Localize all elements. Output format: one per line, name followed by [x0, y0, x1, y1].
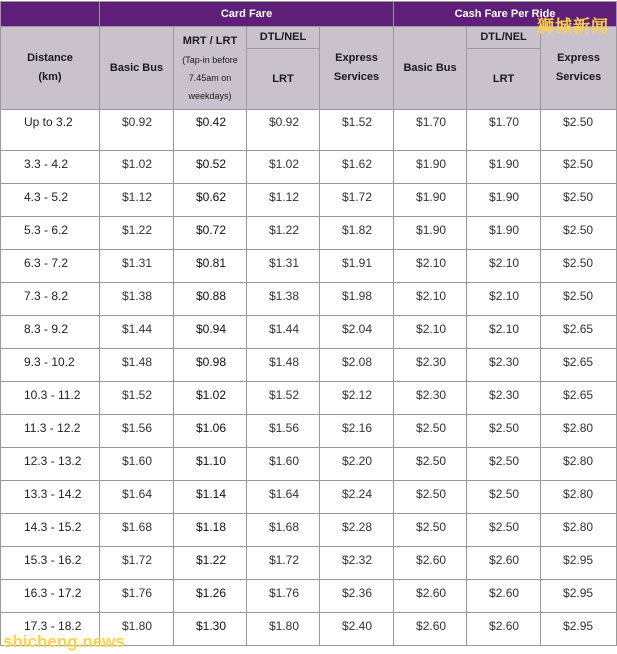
- card-basic-bus-cell: $1.64: [100, 481, 174, 514]
- card-express-cell: $2.28: [320, 514, 394, 547]
- cash-dtl-nel-lrt-cell: $2.10: [467, 316, 541, 349]
- cash-basic-bus-cell: $2.50: [394, 481, 467, 514]
- cash-basic-bus-cell: $2.60: [394, 547, 467, 580]
- card-mrt-lrt-cell: $1.02: [174, 382, 247, 415]
- table-row: [1, 580, 617, 613]
- card-express-cell: $2.08: [320, 349, 394, 382]
- card-mrt-lrt-cell: $1.22: [174, 547, 247, 580]
- distance-cell: 6.3 - 7.2: [1, 250, 100, 283]
- card-mrt-lrt-cell: $0.62: [174, 184, 247, 217]
- table-row: [1, 250, 617, 283]
- cash-dtl-nel-lrt-cell: $1.90: [467, 217, 541, 250]
- card-mrt-lrt-cell: $1.10: [174, 448, 247, 481]
- table-row: [1, 547, 617, 580]
- distance-cell: 12.3 - 13.2: [1, 448, 100, 481]
- card-dtl-nel-lrt-cell: $1.02: [247, 151, 320, 184]
- card-basic-bus-cell: $1.38: [100, 283, 174, 316]
- table-row: [1, 349, 617, 382]
- cash-dtl-nel-lrt-cell: $2.60: [467, 580, 541, 613]
- fare-table: [0, 1, 617, 646]
- card-basic-bus-cell: $1.80: [100, 613, 174, 646]
- card-mrt-lrt-cell: $1.14: [174, 481, 247, 514]
- card-mrt-lrt-cell: $1.26: [174, 580, 247, 613]
- distance-header-line2: (km): [38, 71, 62, 83]
- cash-express-cell: $2.65: [541, 316, 617, 349]
- table-row: [1, 448, 617, 481]
- card-dtl-nel-lrt-cell: $1.48: [247, 349, 320, 382]
- card-express-cell: $2.20: [320, 448, 394, 481]
- card-express-cell: $1.62: [320, 151, 394, 184]
- card-dtl-nel-lrt-cell: $1.56: [247, 415, 320, 448]
- cash-express-cell: $2.95: [541, 613, 617, 646]
- dtl-nel-header: DTL/NEL: [247, 27, 320, 49]
- card-express-cell: $2.16: [320, 415, 394, 448]
- distance-header-line1: Distance: [27, 52, 73, 64]
- watermark-top: 狮城新闻: [537, 17, 609, 36]
- card-basic-bus-cell: $1.52: [100, 382, 174, 415]
- card-express-cell: $1.98: [320, 283, 394, 316]
- distance-cell: 8.3 - 9.2: [1, 316, 100, 349]
- card-dtl-nel-lrt-cell: $1.72: [247, 547, 320, 580]
- cash-basic-bus-cell: $2.30: [394, 349, 467, 382]
- card-dtl-nel-lrt-cell: $1.60: [247, 448, 320, 481]
- card-mrt-lrt-cell: $0.42: [174, 110, 247, 151]
- cash-dtl-nel-lrt-cell: $2.60: [467, 613, 541, 646]
- card-express-cell: $1.91: [320, 250, 394, 283]
- cash-dtl-nel-lrt-cell: $2.50: [467, 415, 541, 448]
- cash-express-cell: $2.50: [541, 283, 617, 316]
- express-header: [320, 27, 394, 110]
- header-blank: [1, 2, 100, 27]
- cash-basic-bus-cell: $1.90: [394, 217, 467, 250]
- card-express-cell: $1.82: [320, 217, 394, 250]
- cash-basic-bus-cell: $2.60: [394, 613, 467, 646]
- card-basic-bus-cell: $1.22: [100, 217, 174, 250]
- distance-cell: 9.3 - 10.2: [1, 349, 100, 382]
- card-mrt-lrt-cell: $0.52: [174, 151, 247, 184]
- cash-basic-bus-cell: $2.10: [394, 283, 467, 316]
- card-mrt-lrt-cell: $0.81: [174, 250, 247, 283]
- mrt-note-line1: (Tap-in before: [182, 54, 238, 65]
- card-express-cell: $2.40: [320, 613, 394, 646]
- card-express-cell: $2.24: [320, 481, 394, 514]
- distance-cell: 5.3 - 6.2: [1, 217, 100, 250]
- card-basic-bus-cell: $1.31: [100, 250, 174, 283]
- table-row: [1, 514, 617, 547]
- distance-cell: 4.3 - 5.2: [1, 184, 100, 217]
- watermark-bottom: shicheng.news: [3, 632, 125, 651]
- card-express-cell: $2.12: [320, 382, 394, 415]
- table-row: [1, 283, 617, 316]
- table-row: [1, 110, 617, 151]
- cash-basic-bus-cell: $2.50: [394, 415, 467, 448]
- card-basic-bus-cell: $0.92: [100, 110, 174, 151]
- cash-dtl-nel-lrt-cell: $2.10: [467, 283, 541, 316]
- cash-express-header: [541, 27, 617, 110]
- cash-basic-bus-cell: $2.50: [394, 448, 467, 481]
- card-basic-bus-cell: $1.02: [100, 151, 174, 184]
- table-row: [1, 382, 617, 415]
- distance-cell: 16.3 - 17.2: [1, 580, 100, 613]
- cash-fare-header: Cash Fare Per Ride: [394, 2, 617, 27]
- cash-express-cell: $2.65: [541, 349, 617, 382]
- card-basic-bus-cell: $1.12: [100, 184, 174, 217]
- card-basic-bus-cell: $1.68: [100, 514, 174, 547]
- cash-basic-bus-cell: $1.90: [394, 184, 467, 217]
- cash-dtl-nel-lrt-cell: $2.30: [467, 349, 541, 382]
- cash-express-header-line2: Services: [555, 71, 602, 83]
- card-express-cell: $2.36: [320, 580, 394, 613]
- card-dtl-nel-lrt-cell: $1.68: [247, 514, 320, 547]
- cash-express-cell: $2.50: [541, 217, 617, 250]
- cash-express-cell: $2.80: [541, 415, 617, 448]
- distance-cell: 10.3 - 11.2: [1, 382, 100, 415]
- card-dtl-nel-lrt-cell: $1.52: [247, 382, 320, 415]
- cash-express-cell: $2.65: [541, 382, 617, 415]
- table-row: [1, 316, 617, 349]
- cash-basic-bus-header: Basic Bus: [394, 27, 467, 110]
- card-basic-bus-cell: $1.48: [100, 349, 174, 382]
- card-mrt-lrt-cell: $1.30: [174, 613, 247, 646]
- lrt-header: LRT: [247, 49, 320, 110]
- cash-express-cell: $2.80: [541, 514, 617, 547]
- table-row: [1, 217, 617, 250]
- cash-express-cell: $2.95: [541, 547, 617, 580]
- cash-basic-bus-cell: $2.30: [394, 382, 467, 415]
- cash-dtl-nel-lrt-cell: $1.70: [467, 110, 541, 151]
- card-express-cell: $2.32: [320, 547, 394, 580]
- cash-lrt-header: LRT: [467, 49, 541, 110]
- table-row: [1, 184, 617, 217]
- card-mrt-lrt-cell: $1.06: [174, 415, 247, 448]
- mrt-lrt-header: [174, 27, 247, 110]
- cash-basic-bus-cell: $1.70: [394, 110, 467, 151]
- cash-dtl-nel-lrt-cell: $2.50: [467, 481, 541, 514]
- card-dtl-nel-lrt-cell: $1.44: [247, 316, 320, 349]
- cash-express-cell: $2.80: [541, 481, 617, 514]
- distance-cell: Up to 3.2: [1, 110, 100, 151]
- basic-bus-header: Basic Bus: [100, 27, 174, 110]
- card-dtl-nel-lrt-cell: $1.38: [247, 283, 320, 316]
- card-dtl-nel-lrt-cell: $1.12: [247, 184, 320, 217]
- cash-dtl-nel-lrt-cell: $2.60: [467, 547, 541, 580]
- table-row: [1, 151, 617, 184]
- express-header-line2: Services: [333, 71, 380, 83]
- card-dtl-nel-lrt-cell: $1.22: [247, 217, 320, 250]
- cash-basic-bus-cell: $2.10: [394, 250, 467, 283]
- cash-express-cell: $2.50: [541, 184, 617, 217]
- card-mrt-lrt-cell: $0.88: [174, 283, 247, 316]
- distance-header: [1, 27, 100, 110]
- card-mrt-lrt-cell: $0.94: [174, 316, 247, 349]
- cash-dtl-nel-lrt-cell: $2.50: [467, 514, 541, 547]
- card-dtl-nel-lrt-cell: $0.92: [247, 110, 320, 151]
- cash-basic-bus-cell: $2.50: [394, 514, 467, 547]
- card-basic-bus-cell: $1.72: [100, 547, 174, 580]
- fare-table-body: [1, 110, 617, 646]
- cash-express-cell: $2.50: [541, 110, 617, 151]
- card-dtl-nel-lrt-cell: $1.80: [247, 613, 320, 646]
- cash-dtl-nel-lrt-cell: $1.90: [467, 184, 541, 217]
- card-mrt-lrt-cell: $0.98: [174, 349, 247, 382]
- cash-dtl-nel-lrt-cell: $2.50: [467, 448, 541, 481]
- cash-dtl-nel-header: DTL/NEL: [467, 27, 541, 49]
- cash-express-cell: $2.50: [541, 151, 617, 184]
- cash-dtl-nel-lrt-cell: $2.10: [467, 250, 541, 283]
- cash-express-header-line1: Express: [557, 52, 600, 64]
- express-header-line1: Express: [335, 52, 378, 64]
- card-express-cell: $1.52: [320, 110, 394, 151]
- cash-basic-bus-cell: $2.60: [394, 580, 467, 613]
- card-basic-bus-cell: $1.44: [100, 316, 174, 349]
- distance-cell: 13.3 - 14.2: [1, 481, 100, 514]
- table-row: [1, 415, 617, 448]
- card-dtl-nel-lrt-cell: $1.31: [247, 250, 320, 283]
- mrt-note-line3: weekdays): [188, 90, 232, 101]
- distance-cell: 14.3 - 15.2: [1, 514, 100, 547]
- card-fare-header: Card Fare: [100, 2, 394, 27]
- cash-dtl-nel-lrt-cell: $1.90: [467, 151, 541, 184]
- card-express-cell: $2.04: [320, 316, 394, 349]
- mrt-lrt-title: MRT / LRT: [182, 34, 238, 47]
- card-dtl-nel-lrt-cell: $1.76: [247, 580, 320, 613]
- card-dtl-nel-lrt-cell: $1.64: [247, 481, 320, 514]
- card-express-cell: $1.72: [320, 184, 394, 217]
- cash-express-cell: $2.50: [541, 250, 617, 283]
- cash-basic-bus-cell: $2.10: [394, 316, 467, 349]
- card-basic-bus-cell: $1.56: [100, 415, 174, 448]
- header-row-sub-1: [1, 27, 617, 49]
- table-row: [1, 481, 617, 514]
- card-basic-bus-cell: $1.60: [100, 448, 174, 481]
- header-row-top: [1, 2, 617, 27]
- cash-dtl-nel-lrt-cell: $2.30: [467, 382, 541, 415]
- card-mrt-lrt-cell: $0.72: [174, 217, 247, 250]
- cash-basic-bus-cell: $1.90: [394, 151, 467, 184]
- card-mrt-lrt-cell: $1.18: [174, 514, 247, 547]
- card-basic-bus-cell: $1.76: [100, 580, 174, 613]
- distance-cell: 17.3 - 18.2: [1, 613, 100, 646]
- cash-express-cell: $2.80: [541, 448, 617, 481]
- distance-cell: 15.3 - 16.2: [1, 547, 100, 580]
- distance-cell: 11.3 - 12.2: [1, 415, 100, 448]
- distance-cell: 3.3 - 4.2: [1, 151, 100, 184]
- mrt-note-line2: 7.45am on: [188, 72, 232, 83]
- cash-express-cell: $2.95: [541, 580, 617, 613]
- distance-cell: 7.3 - 8.2: [1, 283, 100, 316]
